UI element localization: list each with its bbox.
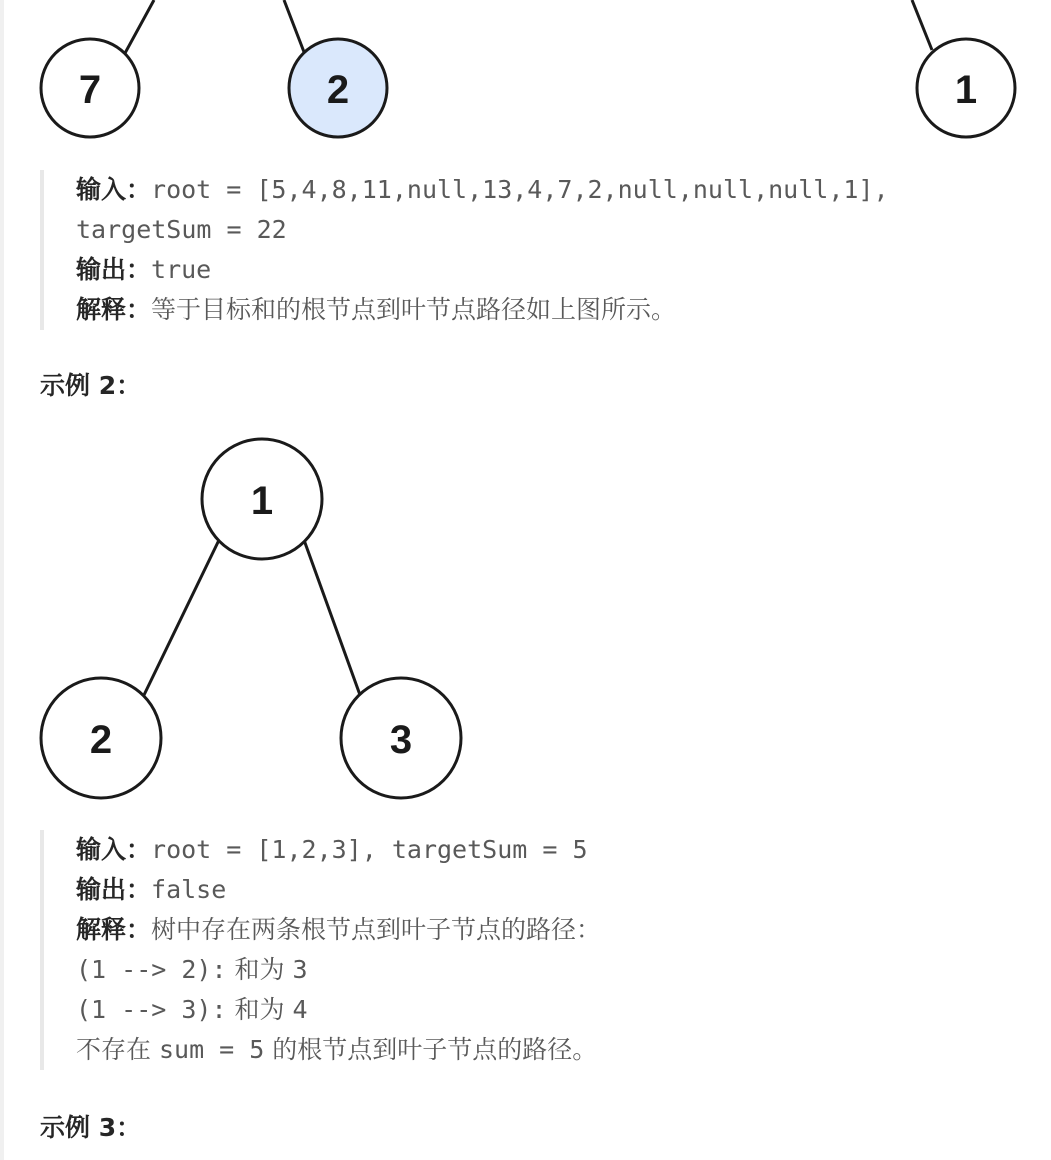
example2-explanation-row	[76, 910, 1020, 950]
output-value: false	[151, 875, 227, 904]
path1-text: 和为	[234, 955, 285, 984]
tree-node-root	[202, 439, 322, 559]
example1-tree-diagram	[4, 0, 1051, 142]
example1-explanation-row	[76, 290, 1020, 330]
edge-to-node-1	[912, 0, 932, 50]
input-label: 输入：	[76, 835, 152, 864]
input-label: 输入：	[76, 175, 152, 204]
tree-node-2-highlighted	[289, 39, 387, 137]
input-value: root = [5,4,8,11,null,13,4,7,2,null,null,null,1],	[151, 175, 889, 204]
tree-node-label: 2	[326, 68, 350, 112]
edge-root-to-right	[304, 540, 360, 695]
example2-path1-row	[76, 950, 1020, 990]
explanation-text: 等于目标和的根节点到叶节点路径如上图所示。	[151, 295, 677, 324]
tree-node-label: 3	[389, 718, 413, 762]
tree-node-label: 1	[954, 68, 978, 112]
tree-node-7	[41, 39, 139, 137]
example1-input-row-continued	[76, 210, 1020, 250]
tree-node-1	[917, 39, 1015, 137]
path2-sum: 4	[292, 995, 308, 1024]
input-value: root = [1,2,3], targetSum = 5	[151, 835, 588, 864]
output-label: 输出：	[76, 255, 152, 284]
tree-node-label: 1	[250, 479, 274, 523]
tree-node-label: 2	[89, 718, 113, 762]
path2-code: (1 --> 3):	[76, 995, 227, 1024]
explanation-text: 树中存在两条根节点到叶子节点的路径：	[151, 915, 602, 944]
conclusion-prefix: 不存在	[76, 1035, 152, 1064]
example2-path2-row	[76, 990, 1020, 1030]
example2-input-row	[76, 830, 1020, 870]
tree-node-label: 7	[78, 68, 102, 112]
conclusion-code: sum = 5	[158, 1035, 265, 1064]
path1-sum: 3	[292, 955, 308, 984]
example2-block	[40, 830, 1020, 1070]
explanation-label: 解释：	[76, 295, 152, 324]
tree-node-left	[41, 678, 161, 798]
edge-to-node-7	[124, 0, 154, 55]
example1-input-row	[76, 170, 1020, 210]
example1-output-row	[76, 250, 1020, 290]
path2-text: 和为	[234, 995, 285, 1024]
path1-code: (1 --> 2):	[76, 955, 227, 984]
output-label: 输出：	[76, 875, 152, 904]
edge-root-to-left	[144, 540, 219, 695]
edge-to-node-2	[284, 0, 304, 52]
conclusion-suffix: 的根节点到叶子节点的路径。	[272, 1035, 598, 1064]
output-value: true	[151, 255, 212, 284]
example3-title: 示例 3：	[40, 1113, 142, 1142]
example2-title: 示例 2：	[40, 371, 142, 400]
input-value-continued: targetSum = 22	[76, 215, 287, 244]
example2-conclusion-row	[76, 1030, 1020, 1070]
example2-output-row	[76, 870, 1020, 910]
example1-block	[40, 170, 1020, 330]
explanation-label: 解释：	[76, 915, 152, 944]
example2-tree-diagram	[4, 430, 474, 802]
tree-node-right	[341, 678, 461, 798]
